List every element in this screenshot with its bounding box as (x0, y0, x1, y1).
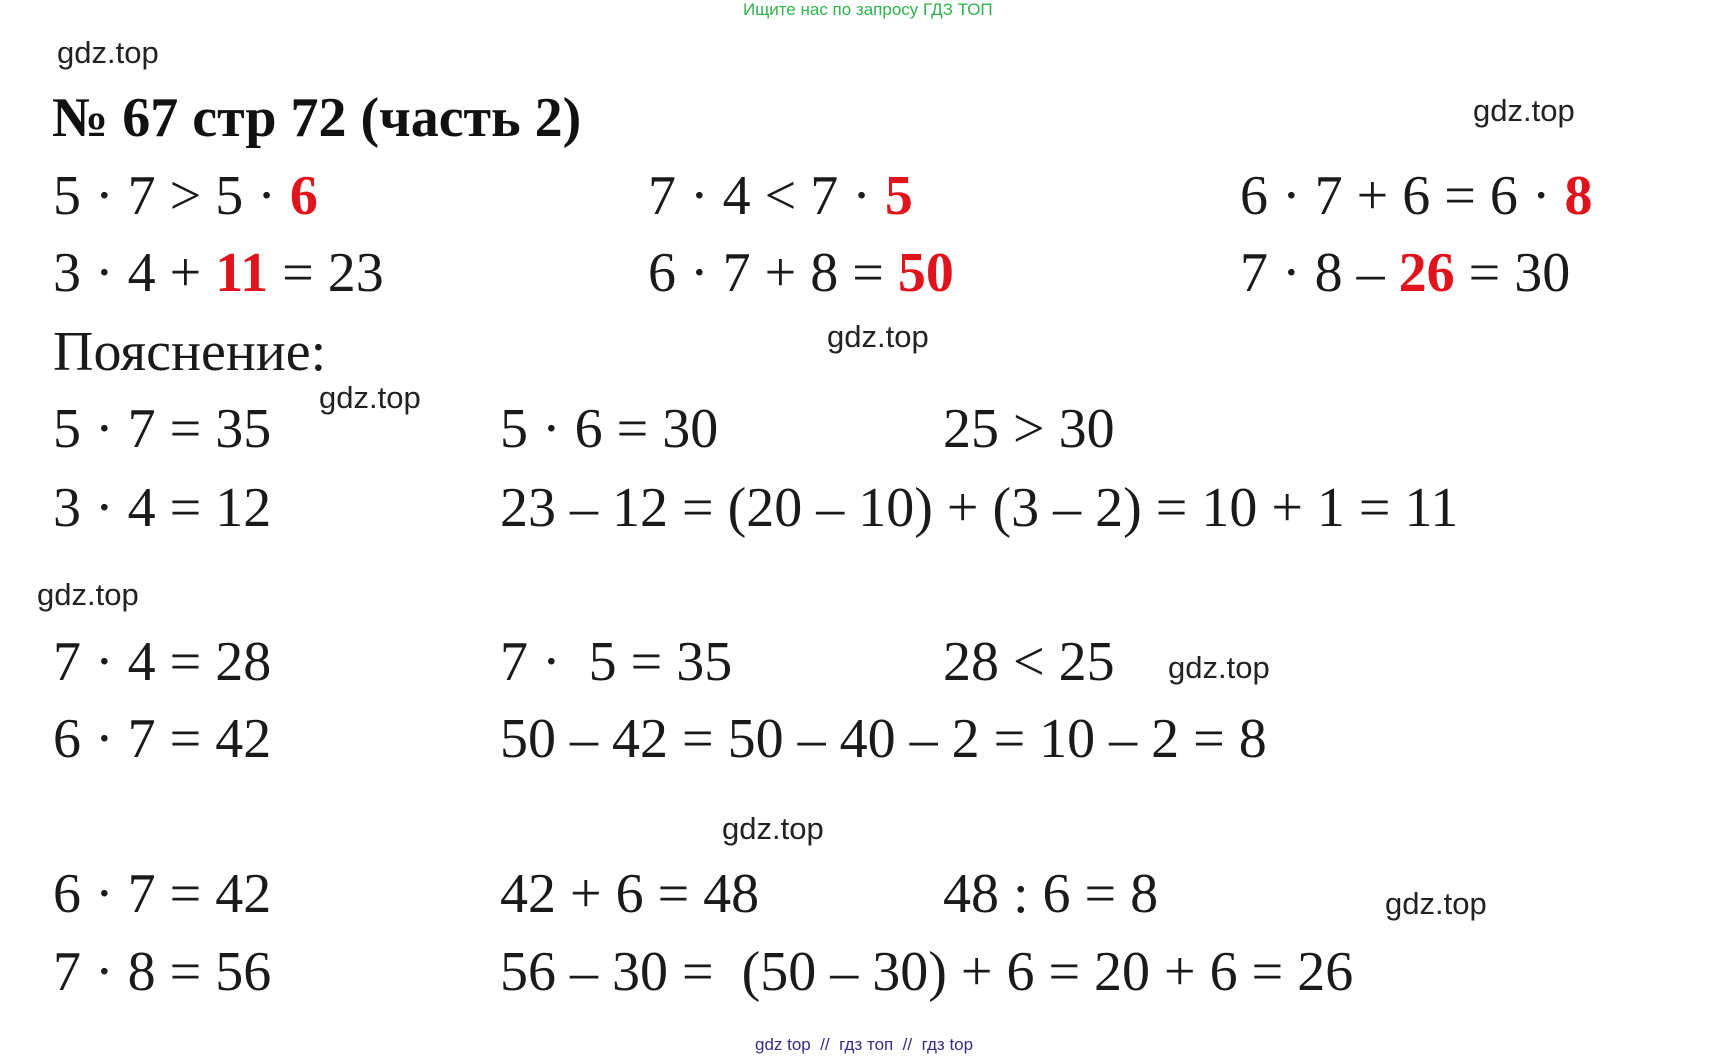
explanation-line: 48 : 6 = 8 (943, 863, 1159, 925)
problem-3: 6 · 7 + 6 = 6 · 8 (1240, 165, 1593, 227)
explanation-line: 7 · 5 = 35 (500, 631, 733, 693)
watermark: gdz.top (57, 35, 159, 70)
explanation-line: 50 – 42 = 50 – 40 – 2 = 10 – 2 = 8 (500, 708, 1267, 770)
watermark: gdz.top (1168, 650, 1270, 685)
watermark: gdz.top (722, 811, 824, 846)
watermark: gdz.top (37, 577, 139, 612)
top-banner: Ищите нас по запросу ГДЗ ТОП (743, 0, 993, 19)
answer: 8 (1564, 165, 1593, 227)
watermark: gdz.top (827, 319, 929, 354)
problem-1: 5 · 7 > 5 · 6 (53, 165, 318, 227)
explanation-heading: Пояснение: (53, 321, 327, 383)
explanation-line: 23 – 12 = (20 – 10) + (3 – 2) = 10 + 1 = 11 (500, 477, 1459, 539)
answer: 6 (289, 165, 318, 227)
footer-text: gdz top // гдз топ // гдз top (755, 1035, 974, 1054)
page-title: № 67 стр 72 (часть 2) (52, 87, 582, 149)
watermark: gdz.top (1385, 886, 1487, 921)
explanation-line: 6 · 7 = 42 (53, 708, 272, 770)
explanation-line: 28 < 25 (943, 631, 1115, 693)
explanation-line: 6 · 7 = 42 (53, 863, 272, 925)
answer: 50 (897, 242, 954, 304)
problem-5: 6 · 7 + 8 = 50 (648, 242, 954, 304)
watermark: gdz.top (319, 380, 421, 415)
problem-4: 3 · 4 + 11 = 23 (53, 242, 384, 304)
explanation-line: 7 · 8 = 56 (53, 941, 272, 1003)
answer: 26 (1398, 242, 1455, 304)
explanation-line: 3 · 4 = 12 (53, 477, 272, 539)
explanation-line: 5 · 7 = 35 (53, 398, 272, 460)
problem-2: 7 · 4 < 7 · 5 (648, 165, 913, 227)
answer: 5 (884, 165, 913, 227)
explanation-line: 7 · 4 = 28 (53, 631, 272, 693)
problem-6: 7 · 8 – 26 = 30 (1240, 242, 1571, 304)
answer: 11 (215, 242, 269, 304)
watermark: gdz.top (1473, 93, 1575, 128)
explanation-line: 5 · 6 = 30 (500, 398, 719, 460)
explanation-line: 25 > 30 (943, 398, 1115, 460)
explanation-line: 56 – 30 = (50 – 30) + 6 = 20 + 6 = 26 (500, 941, 1354, 1003)
explanation-line: 42 + 6 = 48 (500, 863, 760, 925)
